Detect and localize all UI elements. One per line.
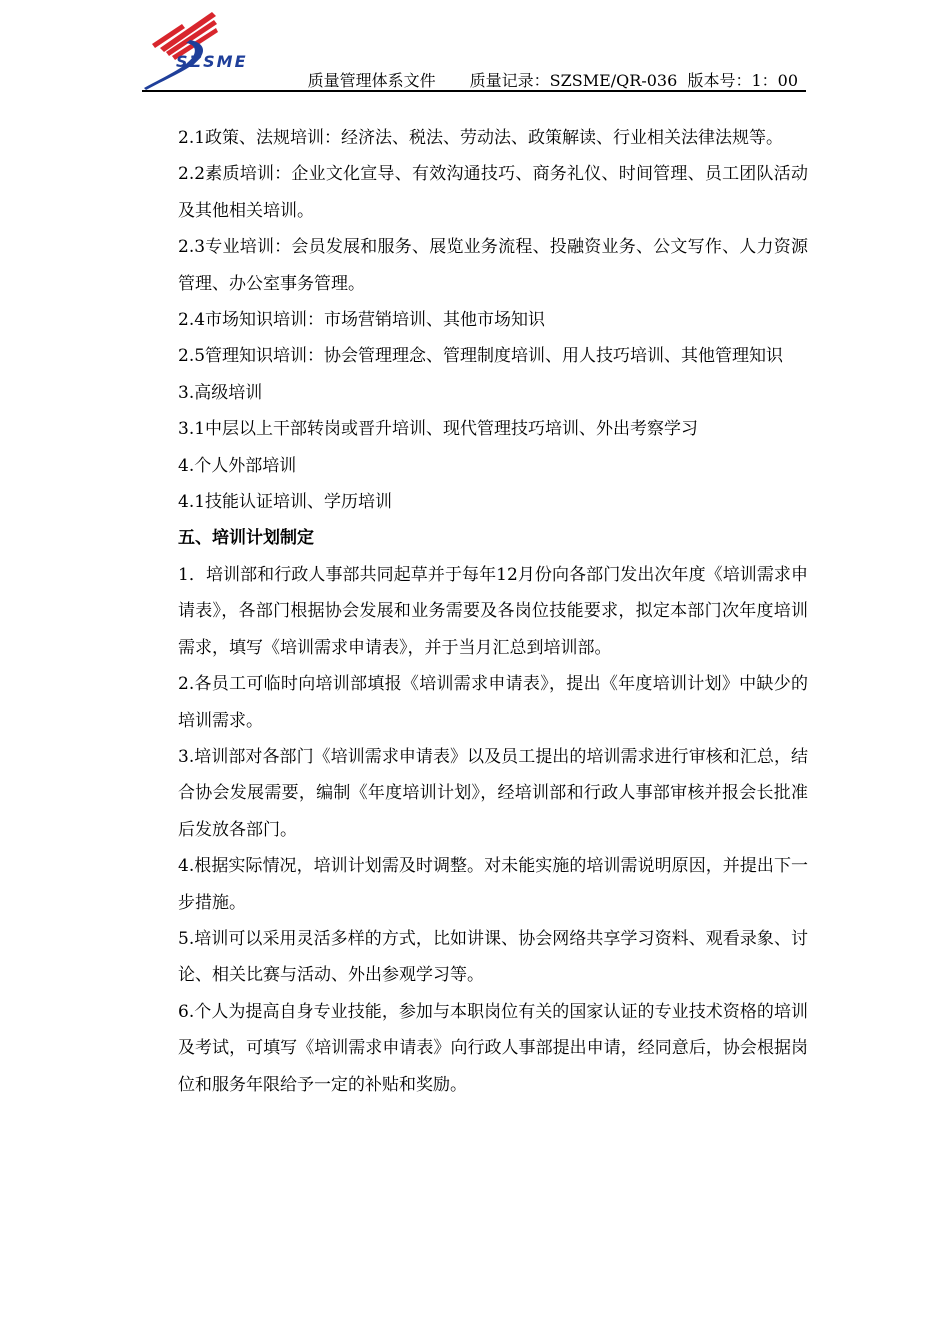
record-label: 质量记录：SZSME/QR-036 — [469, 71, 678, 90]
section-heading: 五、培训计划制定 — [178, 528, 314, 549]
plan-paragraph: 6.个人为提高自身专业技能，参加与本职岗位有关的国家认证的专业技术资格的培训及考试，可填写《培训需求申请表》向行政人事部提出申请，经同意后，协会根据岗位和服务年限给予一定的补贴和奖励。 — [178, 1001, 808, 1095]
version-label: 版本号：1：00 — [687, 71, 798, 90]
paragraph: 2.1政策、法规培训：经济法、税法、劳动法、政策解读、行业相关法律法规等。 — [178, 128, 784, 148]
plan-paragraph: 4.根据实际情况，培训计划需及时调整。对未能实施的培训需说明原因，并提出下一步措施。 — [178, 856, 808, 913]
system-title: 质量管理体系文件 — [307, 71, 436, 90]
plan-paragraph: 1．培训部和行政人事部共同起草并于每年12月份向各部门发出次年度《培训需求申请表》，各部门根据协会发展和业务需要及各岗位技能要求，拟定本部门次年度培训需求，填写《培训需求申请表》，并于当月汇总到培训部。 — [178, 564, 808, 658]
document-body — [178, 120, 808, 1103]
paragraph: 2.4市场知识培训：市场营销培训、其他市场知识 — [178, 310, 546, 331]
paragraph: 2.5管理知识培训：协会管理理念、管理制度培训、用人技巧培训、其他管理知识 — [178, 346, 784, 367]
plan-paragraph: 5.培训可以采用灵活多样的方式，比如讲课、协会网络共享学习资料、观看录象、讨论、相关比赛与活动、外出参观学习等。 — [178, 928, 808, 986]
page-header — [142, 10, 806, 94]
logo-text: SZSME — [176, 52, 248, 71]
paragraph: 3.高级培训 — [178, 382, 263, 403]
plan-paragraph: 2.各员工可临时向培训部填报《培训需求申请表》，提出《年度培训计划》中缺少的培训需求。 — [178, 674, 808, 731]
szsme-logo — [142, 10, 252, 92]
paragraph: 3.1中层以上干部转岗或晋升培训、现代管理技巧培训、外出考察学习 — [178, 419, 699, 440]
header-text — [308, 68, 798, 91]
plan-paragraph: 3.培训部对各部门《培训需求申请表》以及员工提出的培训需求进行审核和汇总，结合协会发展需要，编制《年度培训计划》，经培训部和行政人事部审核并报会长批准后发放各部门。 — [178, 746, 808, 840]
paragraph: 2.3专业培训：会员发展和服务、展览业务流程、投融资业务、公文写作、人力资源管理、办公室事务管理。 — [178, 237, 808, 294]
paragraph: 2.2素质培训：企业文化宣导、有效沟通技巧、商务礼仪、时间管理、员工团队活动及其他相关培训。 — [178, 164, 808, 221]
paragraph: 4.个人外部培训 — [178, 455, 297, 476]
header-divider — [142, 90, 806, 92]
paragraph: 4.1技能认证培训、学历培训 — [178, 492, 393, 513]
